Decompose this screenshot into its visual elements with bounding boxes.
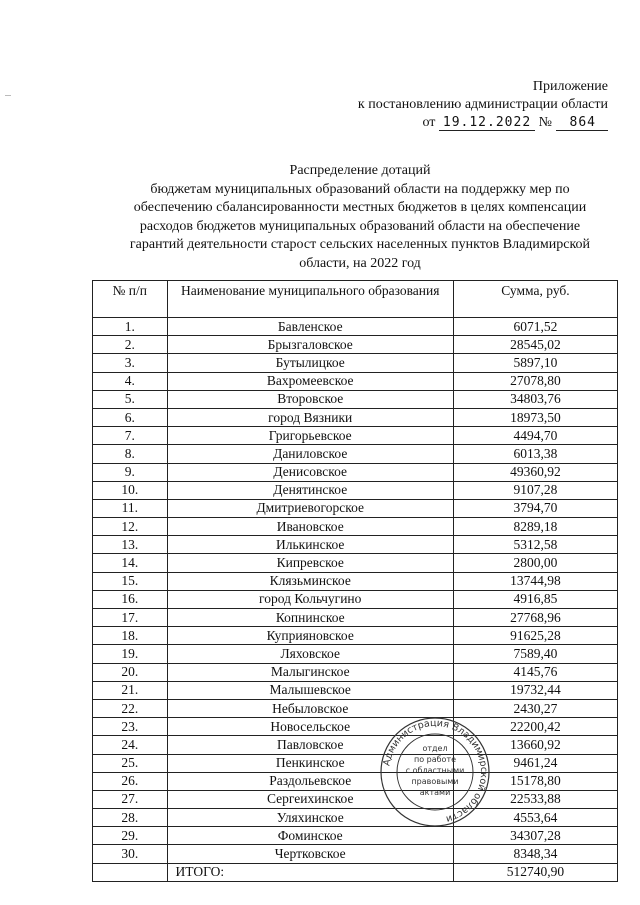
table-row [93,427,618,445]
table-header-row [93,281,618,318]
row-name: Второвское [167,390,453,408]
table-row [93,390,618,408]
row-name: Фоминское [167,827,453,845]
row-num: 22. [93,699,168,717]
title-line-2: бюджетам муниципальных образований области на поддержку мер по [150,181,570,197]
row-num: 3. [93,354,168,372]
header-num: № п/п [93,281,168,318]
official-stamp [372,716,498,828]
title-line-1: Распределение дотаций [289,163,431,178]
row-sum: 4145,76 [453,663,617,681]
row-name: Кипревское [167,554,453,572]
row-num: 8. [93,445,168,463]
table-body [93,318,618,882]
table-row [93,463,618,481]
row-sum: 6071,52 [453,318,617,336]
row-num: 25. [93,754,168,772]
row-sum: 7589,40 [453,645,617,663]
row-num: 9. [93,463,168,481]
row-sum: 2800,00 [453,554,617,572]
table-row [93,354,618,372]
row-num: 17. [93,609,168,627]
row-sum: 13660,92 [453,736,617,754]
row-name: Чертковское [167,845,453,863]
stamp-center-line-2: по работе [413,755,457,764]
stamp-ring-text: Администрация Владимирской области [381,717,490,825]
row-sum: 28545,02 [453,336,617,354]
row-name: Пенкинское [167,754,453,772]
total-row [93,863,618,881]
row-num: 24. [93,736,168,754]
row-sum: 5897,10 [453,354,617,372]
title-line-3: обеспечению сбалансированности местных бюджетов в целях компенсации [133,200,587,215]
row-num: 21. [93,681,168,699]
row-sum: 18973,50 [453,408,617,426]
title-line-4: расходов бюджетов муниципальных образований области на обеспечение [139,218,581,234]
row-name: Брызгаловское [167,336,453,354]
row-num: 14. [93,554,168,572]
row-num: 28. [93,809,168,827]
table-row [93,718,618,736]
row-name: Новосельское [167,718,453,736]
row-sum: 27768,96 [453,609,617,627]
row-sum: 3794,70 [453,499,617,517]
total-num-blank [93,863,168,881]
row-sum: 8289,18 [453,518,617,536]
row-num: 10. [93,481,168,499]
row-name: Павловское [167,736,453,754]
table-row [93,627,618,645]
table-row [93,790,618,808]
stamp-center-line-4: правовыми [411,777,459,786]
appendix-header [308,78,608,132]
row-name: Малыгинское [167,663,453,681]
table-row [93,372,618,390]
row-sum: 91625,28 [453,627,617,645]
table-row [93,699,618,717]
table-row [93,536,618,554]
row-num: 23. [93,718,168,736]
row-num: 5. [93,390,168,408]
row-name: Ивановское [167,518,453,536]
row-sum: 19732,44 [453,681,617,699]
row-num: 20. [93,663,168,681]
row-num: 13. [93,536,168,554]
total-sum: 512740,90 [453,863,617,881]
appendix-label: Приложение [532,79,608,94]
header-name: Наименование муниципального образования [167,281,453,318]
row-num: 16. [93,590,168,608]
row-num: 19. [93,645,168,663]
row-num: 30. [93,845,168,863]
table-row [93,499,618,517]
row-num: 26. [93,772,168,790]
row-sum: 4553,64 [453,809,617,827]
row-num: 27. [93,790,168,808]
row-name: Денисовское [167,463,453,481]
table-row [93,336,618,354]
row-num: 4. [93,372,168,390]
row-sum: 4494,70 [453,427,617,445]
table-row [93,681,618,699]
number-sign: № [538,115,553,130]
table-row [93,772,618,790]
row-num: 18. [93,627,168,645]
row-name: Малышевское [167,681,453,699]
title-line-5: гарантий деятельности старост сельских населенных пунктов Владимирской [129,237,591,252]
row-num: 29. [93,827,168,845]
total-label: ИТОГО: [167,863,453,881]
distribution-table [92,280,618,882]
row-sum: 15178,80 [453,772,617,790]
table-row [93,736,618,754]
row-sum: 34307,28 [453,827,617,845]
table-row [93,518,618,536]
scan-mark [5,95,11,96]
table-row [93,481,618,499]
table-row [93,645,618,663]
stamp-center-line-5: актами [419,788,451,797]
row-name: Клязьминское [167,572,453,590]
table-row [93,663,618,681]
row-name: город Вязники [167,408,453,426]
resolution-number: 864 [556,115,608,131]
resolution-date: 19.12.2022 [439,115,535,131]
appendix-date-line [308,114,608,132]
row-name: Ляховское [167,645,453,663]
row-name: город Кольчугино [167,590,453,608]
row-num: 6. [93,408,168,426]
row-name: Илькинское [167,536,453,554]
row-name: Дмитриевогорское [167,499,453,517]
row-sum: 8348,34 [453,845,617,863]
row-name: Даниловское [167,445,453,463]
row-name: Григорьевское [167,427,453,445]
stamp-center-line-3: с областными [405,766,465,775]
appendix-resolution: к постановлению администрации области [357,97,608,112]
row-num: 1. [93,318,168,336]
table-row [93,318,618,336]
stamp-center-line-1: отдел [422,744,448,753]
table-row [93,827,618,845]
row-name: Бутылицкое [167,354,453,372]
row-sum: 6013,38 [453,445,617,463]
row-sum: 4916,85 [453,590,617,608]
row-num: 2. [93,336,168,354]
row-sum: 49360,92 [453,463,617,481]
row-name: Уляхинское [167,809,453,827]
table-row [93,754,618,772]
table-row [93,809,618,827]
table-row [93,554,618,572]
row-sum: 9461,24 [453,754,617,772]
row-sum: 27078,80 [453,372,617,390]
table-row [93,590,618,608]
row-sum: 22533,88 [453,790,617,808]
row-num: 11. [93,499,168,517]
table-row [93,572,618,590]
row-name: Небыловское [167,699,453,717]
row-sum: 5312,58 [453,536,617,554]
row-num: 15. [93,572,168,590]
table-row [93,408,618,426]
header-sum: Сумма, руб. [453,281,617,318]
row-sum: 9107,28 [453,481,617,499]
document-title [90,162,630,273]
title-line-6: области, на 2022 год [299,255,421,271]
row-name: Денятинское [167,481,453,499]
row-sum: 34803,76 [453,390,617,408]
row-sum: 22200,42 [453,718,617,736]
date-prefix: от [422,115,436,130]
row-num: 12. [93,518,168,536]
row-name: Вахромеевское [167,372,453,390]
table-row [93,845,618,863]
row-name: Бавленское [167,318,453,336]
row-name: Сергеихинское [167,790,453,808]
table-row [93,445,618,463]
row-sum: 2430,27 [453,699,617,717]
row-sum: 13744,98 [453,572,617,590]
row-name: Куприяновское [167,627,453,645]
row-name: Копнинское [167,609,453,627]
row-num: 7. [93,427,168,445]
row-name: Раздольевское [167,772,453,790]
table-row [93,609,618,627]
